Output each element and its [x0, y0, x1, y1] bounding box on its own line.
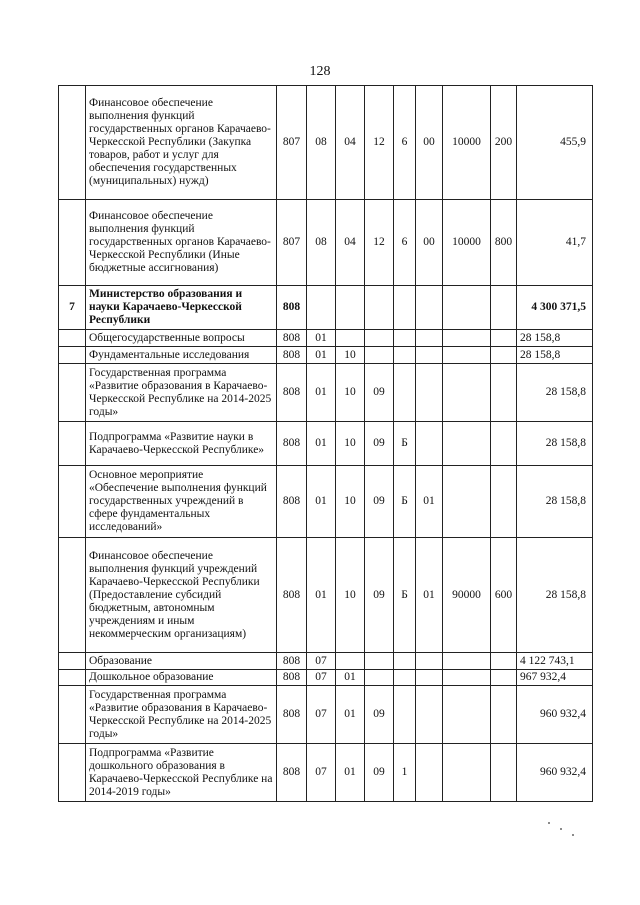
- code-program: [365, 330, 394, 347]
- code-event: [416, 744, 443, 802]
- code-ministry: 808: [277, 686, 307, 744]
- code-event: [416, 686, 443, 744]
- code-subsection: 01: [336, 744, 365, 802]
- code-section: 01: [307, 330, 336, 347]
- code-subsection: 10: [336, 364, 365, 422]
- code-ministry: 808: [277, 466, 307, 538]
- row-number: [59, 744, 86, 802]
- row-name: Государственная программа «Развитие образования в Карачаево-Черкесской Республике на 2014-2025 годы»: [86, 364, 277, 422]
- row-sum: 455,9: [517, 86, 593, 200]
- code-subsection: 04: [336, 86, 365, 200]
- table-row: [59, 686, 593, 744]
- page-number: 128: [309, 64, 331, 79]
- code-section: 01: [307, 422, 336, 466]
- code-ministry: 807: [277, 200, 307, 286]
- row-sum: 960 932,4: [517, 686, 593, 744]
- code-event: [416, 422, 443, 466]
- code-direction: [443, 422, 491, 466]
- code-subprogram: 6: [394, 200, 416, 286]
- code-subprogram: [394, 364, 416, 422]
- code-event: [416, 364, 443, 422]
- row-sum: 960 932,4: [517, 744, 593, 802]
- row-name: Образование: [86, 653, 277, 670]
- code-subprogram: [394, 686, 416, 744]
- budget-table: [58, 85, 593, 802]
- code-direction: [443, 466, 491, 538]
- scan-speck: [548, 822, 550, 824]
- code-direction: [443, 364, 491, 422]
- code-program: 09: [365, 538, 394, 653]
- row-name: Подпрограмма «Развитие науки в Карачаево-Черкесской Республике»: [86, 422, 277, 466]
- row-name: Основное мероприятие «Обеспечение выполнения функций государственных учреждений в сфере фундаментальных исследований»: [86, 466, 277, 538]
- code-subprogram: [394, 670, 416, 686]
- code-subsection: [336, 330, 365, 347]
- code-expense-type: [491, 653, 517, 670]
- code-direction: 10000: [443, 86, 491, 200]
- row-sum: 4 122 743,1: [517, 653, 593, 670]
- row-sum: 28 158,8: [517, 330, 593, 347]
- code-direction: [443, 686, 491, 744]
- scan-speck: [572, 834, 574, 836]
- scan-speck: [560, 828, 562, 830]
- code-section: 07: [307, 744, 336, 802]
- row-name: Фундаментальные исследования: [86, 347, 277, 364]
- table-row: [59, 347, 593, 364]
- code-expense-type: [491, 364, 517, 422]
- row-name: Дошкольное образование: [86, 670, 277, 686]
- code-ministry: 808: [277, 653, 307, 670]
- code-subprogram: [394, 330, 416, 347]
- row-number: [59, 538, 86, 653]
- table-row: [59, 422, 593, 466]
- code-section: 08: [307, 86, 336, 200]
- table-row: [59, 744, 593, 802]
- row-name: Подпрограмма «Развитие дошкольного образования в Карачаево-Черкесской Республике на 2014-2019 годы»: [86, 744, 277, 802]
- code-section: 01: [307, 347, 336, 364]
- code-event: 01: [416, 538, 443, 653]
- code-event: 00: [416, 200, 443, 286]
- code-ministry: 808: [277, 670, 307, 686]
- table-row: [59, 670, 593, 686]
- row-number: [59, 200, 86, 286]
- row-number: [59, 347, 86, 364]
- table-row: [59, 86, 593, 200]
- code-ministry: 808: [277, 286, 307, 330]
- code-program: 12: [365, 200, 394, 286]
- table-row: [59, 200, 593, 286]
- code-ministry: 808: [277, 347, 307, 364]
- code-expense-type: [491, 686, 517, 744]
- row-name: Государственная программа «Развитие образования в Карачаево-Черкесской Республике на 2014-2025 годы»: [86, 686, 277, 744]
- code-subprogram: Б: [394, 466, 416, 538]
- code-subprogram: Б: [394, 538, 416, 653]
- code-subprogram: [394, 653, 416, 670]
- row-sum: 4 300 371,5: [517, 286, 593, 330]
- row-number: [59, 466, 86, 538]
- code-ministry: 808: [277, 538, 307, 653]
- code-section: 07: [307, 653, 336, 670]
- row-sum: 28 158,8: [517, 364, 593, 422]
- row-sum: 967 932,4: [517, 670, 593, 686]
- code-subsection: [336, 653, 365, 670]
- code-expense-type: [491, 466, 517, 538]
- table-row: [59, 286, 593, 330]
- code-section: [307, 286, 336, 330]
- code-program: 09: [365, 744, 394, 802]
- code-direction: [443, 670, 491, 686]
- code-subsection: 10: [336, 347, 365, 364]
- row-sum: 28 158,8: [517, 538, 593, 653]
- code-program: [365, 347, 394, 364]
- code-ministry: 807: [277, 86, 307, 200]
- code-program: 09: [365, 364, 394, 422]
- code-subsection: 10: [336, 422, 365, 466]
- row-number: 7: [59, 286, 86, 330]
- code-subprogram: 6: [394, 86, 416, 200]
- table-row: [59, 364, 593, 422]
- code-program: [365, 286, 394, 330]
- code-direction: [443, 286, 491, 330]
- code-expense-type: [491, 744, 517, 802]
- code-section: 01: [307, 466, 336, 538]
- code-event: 01: [416, 466, 443, 538]
- row-name: Финансовое обеспечение выполнения функций учреждений Карачаево-Черкесской Республики (Предоставление субсидий бюджетным, автономным учреждениям и иным некоммерческим организациям): [86, 538, 277, 653]
- code-ministry: 808: [277, 364, 307, 422]
- table-row: [59, 330, 593, 347]
- row-number: [59, 330, 86, 347]
- row-sum: 41,7: [517, 200, 593, 286]
- code-subsection: 01: [336, 686, 365, 744]
- code-expense-type: [491, 347, 517, 364]
- code-event: 00: [416, 86, 443, 200]
- table-row: [59, 538, 593, 653]
- code-program: 09: [365, 422, 394, 466]
- code-direction: [443, 330, 491, 347]
- code-expense-type: [491, 422, 517, 466]
- row-sum: 28 158,8: [517, 422, 593, 466]
- row-sum: 28 158,8: [517, 347, 593, 364]
- code-event: [416, 653, 443, 670]
- row-name: Финансовое обеспечение выполнения функций государственных органов Карачаево-Черкесской Республики (Закупка товаров, работ и услуг для обеспечения государственных (муниципальных) нужд): [86, 86, 277, 200]
- code-event: [416, 330, 443, 347]
- code-subprogram: 1: [394, 744, 416, 802]
- code-subsection: 10: [336, 538, 365, 653]
- code-subprogram: [394, 347, 416, 364]
- code-expense-type: 600: [491, 538, 517, 653]
- code-ministry: 808: [277, 422, 307, 466]
- code-subsection: 04: [336, 200, 365, 286]
- code-direction: [443, 653, 491, 670]
- code-expense-type: [491, 286, 517, 330]
- row-number: [59, 364, 86, 422]
- row-name: Общегосударственные вопросы: [86, 330, 277, 347]
- code-program: [365, 670, 394, 686]
- row-number: [59, 653, 86, 670]
- code-program: 09: [365, 466, 394, 538]
- code-section: 07: [307, 670, 336, 686]
- code-subprogram: Б: [394, 422, 416, 466]
- code-expense-type: 800: [491, 200, 517, 286]
- code-subprogram: [394, 286, 416, 330]
- code-direction: 10000: [443, 200, 491, 286]
- code-section: 07: [307, 686, 336, 744]
- row-name: Министерство образования и науки Карачаево-Черкесской Республики: [86, 286, 277, 330]
- code-ministry: 808: [277, 744, 307, 802]
- code-subsection: 01: [336, 670, 365, 686]
- row-sum: 28 158,8: [517, 466, 593, 538]
- code-event: [416, 286, 443, 330]
- code-direction: 90000: [443, 538, 491, 653]
- code-event: [416, 670, 443, 686]
- code-ministry: 808: [277, 330, 307, 347]
- table-row: [59, 466, 593, 538]
- code-program: [365, 653, 394, 670]
- code-subsection: 10: [336, 466, 365, 538]
- row-number: [59, 670, 86, 686]
- code-expense-type: 200: [491, 86, 517, 200]
- code-program: 09: [365, 686, 394, 744]
- code-direction: [443, 744, 491, 802]
- row-number: [59, 686, 86, 744]
- row-number: [59, 86, 86, 200]
- code-event: [416, 347, 443, 364]
- code-expense-type: [491, 330, 517, 347]
- code-section: 01: [307, 538, 336, 653]
- code-section: 01: [307, 364, 336, 422]
- code-direction: [443, 347, 491, 364]
- table-row: [59, 653, 593, 670]
- code-program: 12: [365, 86, 394, 200]
- row-number: [59, 422, 86, 466]
- code-expense-type: [491, 670, 517, 686]
- row-name: Финансовое обеспечение выполнения функций государственных органов Карачаево-Черкесской Республики (Иные бюджетные ассигнования): [86, 200, 277, 286]
- code-section: 08: [307, 200, 336, 286]
- code-subsection: [336, 286, 365, 330]
